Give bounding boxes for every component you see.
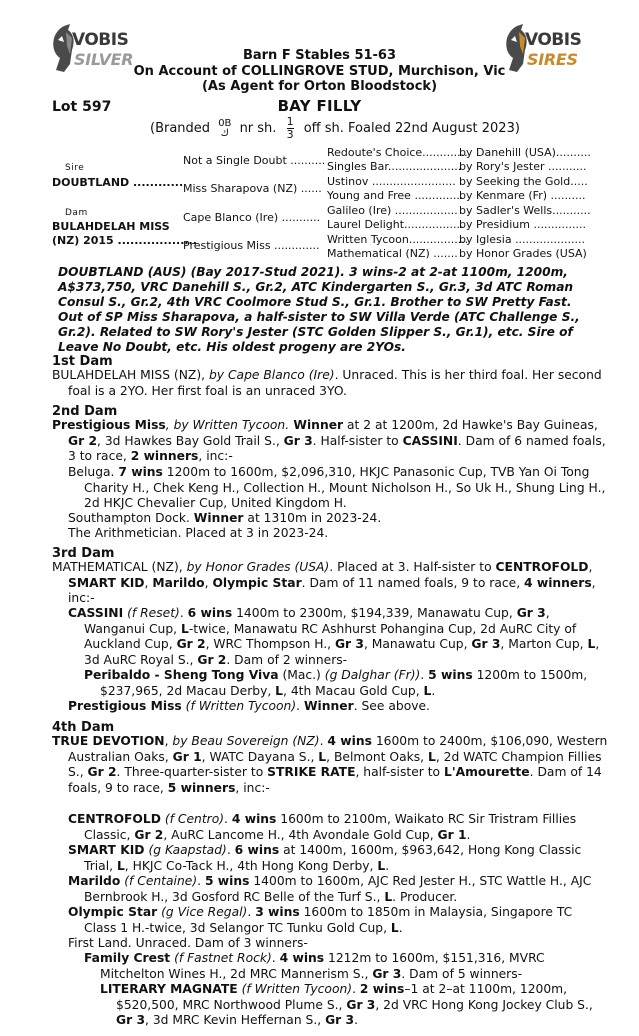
t: . Placed at 3. Half-sister to: [329, 560, 496, 574]
t: , 2d WATC Champion Fillies S.,: [68, 749, 602, 779]
pedigree-gg-8: Mathematical (NZ) .......: [327, 247, 458, 260]
beluga-entry: [68, 465, 608, 512]
t: .: [319, 734, 328, 748]
pedigree-gg-4: Young and Free ..............: [327, 189, 464, 202]
t: 1200m to 1500m, $237,965, 2d Macau Derby,: [100, 668, 588, 698]
t: at 2 at 1200m, 2d Hawke's Bay Guineas,: [343, 418, 598, 432]
t: . Unraced. This is her third foal. Her second foal is a 2YO. Her first foal is an unraced 3YO.: [68, 368, 602, 398]
t: . Producer.: [392, 889, 458, 904]
t: ,: [144, 575, 153, 590]
t: Gr 2: [87, 765, 117, 779]
t: Gr 1: [437, 827, 467, 842]
t: 2 winners: [130, 449, 199, 463]
t: 1600m to 1850m in Malaysia, Singapore TC Class 1 H.-twice, 3d Selangor TC Tunku Gold Cup,: [84, 905, 573, 935]
t: Gr 2: [68, 433, 97, 448]
brand-mark: [218, 119, 231, 139]
t: Gr 2: [197, 652, 227, 667]
t: by Cape Blanco (Ire): [208, 368, 335, 382]
t: 4 wins: [327, 734, 372, 748]
t: .: [197, 874, 205, 888]
t: . Dam of 2 winners-: [226, 652, 348, 667]
t: 4 wins: [279, 951, 325, 965]
t: , Manawatu Cup,: [363, 637, 472, 651]
t: , inc:-: [68, 575, 596, 605]
t: L: [180, 621, 189, 636]
brand-top: 0B: [218, 117, 232, 129]
t: -twice, Manawatu RC Ashhurst Pohangina Cup, 2d AuRC City of Auckland Cup,: [84, 621, 577, 651]
t: L: [390, 920, 399, 935]
t: , 3d Hawkes Bay Gold Trail S.,: [97, 433, 284, 448]
t: Gr 3: [346, 997, 376, 1012]
logo-word-silver: SILVER: [74, 50, 134, 69]
sire-summary: DOUBTLAND (AUS) (Bay 2017-Stud 2021). 3 wins-2 at 2-at 1100m, 1200m, A$373,750, VRC Danehill S., Gr.2, ATC Kindergarten S., Gr.3, 3d ATC Roman Consul S., Gr.2, 4th VRC Coolmore Stud S., Gr.1. Brother to SW Pretty Fast. Out of SP Miss Sharapova, a half-sister to SW Villa Verde (ATC Challenge S., Gr.2). Related to SW Rory's Jester (STC Golden Slipper S., Gr.1), etc. Sire of Leave No Doubt, etc. His oldest progeny are 2YOs.: [58, 265, 580, 354]
centrofold-entry: [68, 812, 608, 843]
t: (Mac.): [278, 668, 325, 682]
t: , half-sister to: [355, 765, 444, 779]
t: Gr 3: [516, 606, 546, 620]
third-dam-text: [52, 560, 608, 607]
t: ,: [588, 560, 593, 574]
arithmetician-entry: The Arithmetician. Placed at 3 in 2023-24.: [68, 526, 329, 540]
t: BULAHDELAH MISS (NZ),: [52, 368, 209, 382]
t: L: [384, 889, 393, 904]
t: , AuRC Lancome H., 4th Avondale Gold Cup,: [163, 827, 438, 842]
peribaldo-entry: [84, 668, 608, 699]
t: 1200m to 1600m, $2,096,310, HKJC Panasonic Cup, TVB Yan Oi Tong Charity H., Chek Keng H., Collection H., Mount Nicholson H., So Uk H., Shung Ling H., 2d HKJC Chevalier Cup, United Kingdom H.: [84, 465, 606, 510]
olympic-star-entry: [68, 905, 608, 936]
frac-bottom: 3: [286, 128, 294, 141]
t: .: [420, 668, 429, 682]
t: (f Written Tycoon): [241, 982, 353, 996]
t: Gr 2: [134, 827, 164, 842]
t: Olympic Star: [68, 905, 158, 919]
t: L: [427, 749, 436, 764]
t: ,: [204, 575, 213, 590]
southampton-entry: [68, 511, 608, 527]
cassini-entry: [68, 606, 608, 668]
stable-location: Barn F Stables 51-63: [242, 48, 397, 63]
t: Gr 3: [471, 637, 501, 651]
pedigree-gg-5: Galileo (Ire) ..................: [327, 204, 458, 217]
pedigree-gg-7: Written Tycoon.................: [327, 233, 469, 246]
dam-dam: Prestigious Miss .............: [183, 239, 320, 252]
t: L: [423, 683, 432, 698]
t: . Dam of 11 named foals, 9 to race,: [301, 575, 525, 590]
branded-label: (Branded: [150, 121, 211, 136]
t: , 3d AuRC Royal S.,: [84, 637, 600, 667]
sire-dam: Miss Sharapova (NZ) ......: [183, 182, 322, 195]
t: SMART KID: [68, 575, 145, 590]
t: TRUE DEVOTION: [52, 734, 165, 748]
smart-kid-entry: [68, 843, 608, 874]
pedigree-ggg-1: by Danehill (USA)..........: [459, 146, 591, 159]
pedigree-ggg-4: by Kenmare (Fr) ..........: [459, 189, 586, 202]
logo-word-sires: SIRES: [527, 50, 578, 69]
t: Olympic Star: [212, 575, 302, 590]
t: .: [352, 982, 360, 996]
t: 5 winners: [167, 780, 236, 795]
t: Prestigious Miss: [52, 418, 166, 432]
pedigree-ggg-5: by Sadler's Wells...........: [459, 204, 591, 217]
foaled-text: off sh. Foaled 22nd August 2023): [303, 121, 520, 136]
frac-top: 1: [286, 115, 294, 128]
pedigree-gg-1: Redoute's Choice.............: [327, 146, 468, 159]
t: , Wanganui Cup,: [84, 606, 550, 636]
t: Gr 3: [372, 966, 402, 981]
t: at 1400m, 1600m, $963,642, Hong Kong Classic Trial,: [84, 843, 582, 873]
t: Gr 3: [283, 433, 313, 448]
marildo-entry: [68, 874, 608, 905]
t: Gr 3: [325, 1013, 355, 1027]
t: 6 wins: [187, 606, 233, 620]
sire-sire: Not a Single Doubt ..........: [183, 154, 326, 167]
t: 5 wins: [428, 668, 473, 682]
t: , WRC Thompson H.,: [205, 637, 335, 651]
t: , 3d MRC Kevin Heffernan S.,: [145, 1013, 326, 1027]
pedigree-ggg-7: by Iglesia ....................: [459, 233, 585, 246]
t: L: [318, 749, 327, 764]
t: (f Centro): [164, 812, 225, 826]
pedigree-ggg-8: by Honor Grades (USA): [459, 247, 587, 260]
t: (g Vice Regal): [161, 905, 248, 919]
t: (g Dalghar (Fr)): [324, 668, 421, 682]
pedigree-ggg-3: by Seeking the Gold.....: [459, 175, 588, 188]
prestigious-miss-entry: [68, 699, 608, 715]
t: (f Centaine): [124, 874, 198, 888]
t: by Beau Sovereign (NZ): [172, 734, 320, 748]
t: Southampton Dock.: [68, 511, 194, 525]
t: Marildo: [152, 575, 205, 590]
t: L'Amourette: [443, 765, 530, 779]
vendor-name: On Account of COLLINGROVE STUD, Murchison, Vic: [133, 63, 506, 79]
t: Marildo: [68, 874, 121, 888]
near-shoulder-label: nr sh.: [239, 121, 277, 136]
pedigree-gg-2: Singles Bar.....................: [327, 160, 462, 173]
first-land-entry: First Land. Unraced. Dam of 3 winners-: [68, 936, 308, 950]
second-dam-heading: 2nd Dam: [52, 404, 118, 419]
t: .: [179, 606, 188, 620]
t: SMART KID: [68, 843, 145, 857]
t: , inc:-: [235, 780, 270, 795]
t: Prestigious Miss: [68, 699, 182, 713]
t: . Dam of 6 named foals, 3 to race,: [68, 433, 606, 463]
t: 4 wins: [231, 812, 277, 826]
t: , Marton Cup,: [500, 637, 588, 651]
t: .: [431, 683, 436, 698]
second-dam-text: [52, 418, 608, 465]
t: , by Written Tycoon.: [165, 418, 290, 432]
t: , HKJC Co-Tack H., 4th Hong Kong Derby,: [124, 858, 378, 873]
t: 3 wins: [255, 905, 300, 919]
t: .: [398, 920, 403, 935]
fourth-dam-text: [52, 734, 608, 796]
t: 1600m to 2400m, $106,090, Western Australian Oaks,: [68, 734, 608, 764]
t: Family Crest: [84, 951, 171, 965]
pedigree-gg-6: Laurel Delight.................: [327, 218, 464, 231]
family-crest-entry: [84, 951, 608, 982]
t: CASSINI: [402, 433, 458, 448]
t: 1212m to 1600m, $151,316, MVRC Mitchelton Wines H., 2d MRC Mannerism S.,: [100, 951, 545, 981]
t: 7 wins: [118, 465, 163, 479]
t: ,: [164, 734, 173, 748]
dam-label: Dam: [65, 208, 88, 218]
t: L: [275, 683, 284, 698]
sire-name: DOUBTLAND ............: [52, 176, 184, 189]
t: Gr 3: [334, 637, 364, 651]
t: Gr 2: [176, 637, 206, 651]
t: , 4th Macau Gold Cup,: [283, 683, 424, 698]
t: (f Fastnet Rock): [174, 951, 272, 965]
vendor-block: [0, 48, 639, 95]
t: LITERARY MAGNATE: [100, 982, 238, 996]
third-dam-heading: 3rd Dam: [52, 546, 115, 561]
t: 6 wins: [234, 843, 280, 857]
t: .: [354, 1013, 358, 1027]
t: Beluga.: [68, 465, 119, 479]
t: Gr 3: [116, 1013, 145, 1027]
logo-word-vobis: VOBIS: [525, 30, 582, 50]
t: . See above.: [353, 699, 430, 713]
dam-sire: Cape Blanco (Ire) ...........: [183, 211, 321, 224]
t: CASSINI: [68, 606, 124, 620]
t: . Three-quarter-sister to: [116, 765, 268, 779]
first-dam-text: [52, 368, 608, 399]
t: at 1310m in 2023-24.: [243, 511, 382, 525]
t: L: [587, 637, 596, 651]
logo-word-vobis: VOBIS: [72, 30, 129, 50]
t: 4 winners: [524, 575, 592, 590]
pedigree-ggg-2: by Rory's Jester ...........: [459, 160, 587, 173]
t: Winner: [289, 418, 344, 432]
t: .: [226, 843, 235, 857]
t: L: [116, 858, 125, 873]
dam-name: BULAHDELAH MISS: [52, 220, 170, 233]
t: 1400m to 1600m, AJC Red Jester H., STC Wattle H., AJC Bernbrook H., 3d Gosford RC Belle of the Turf S.,: [84, 874, 592, 904]
pedigree-ggg-6: by Presidium ...............: [459, 218, 586, 231]
pedigree-gg-3: Ustinov ........................: [327, 175, 456, 188]
t: .: [247, 905, 256, 919]
t: . Dam of 14 foals, 9 to race,: [68, 765, 602, 795]
t: .: [224, 812, 232, 826]
t: , inc:-: [198, 449, 233, 463]
t: 1400m to 2300m, $194,339, Manawatu Cup,: [232, 606, 517, 620]
dam-year-bold: (NZ) 2015 ...................: [52, 234, 197, 247]
t: –1 at 2–at 1100m, 1200m, $520,500, MRC Northwood Plume S.,: [116, 982, 568, 1012]
t: CENTROFOLD: [68, 812, 161, 826]
lot-number: Lot 597: [52, 99, 112, 115]
fourth-dam-heading: 4th Dam: [52, 720, 115, 735]
t: Winner: [193, 511, 244, 525]
t: 1600m to 2100m, Waikato RC Sir Tristram Fillies Classic,: [84, 812, 577, 842]
t: Winner: [303, 699, 354, 713]
horse-name: BAY FILLY: [277, 97, 362, 115]
t: , WATC Dayana S.,: [201, 749, 319, 764]
t: 2 wins: [359, 982, 405, 996]
t: .: [296, 699, 304, 713]
t: Peribaldo - Sheng Tong Viva: [84, 668, 279, 682]
t: (g Kaapstad): [148, 843, 227, 857]
t: 5 wins: [204, 874, 250, 888]
t: L: [377, 858, 386, 873]
vendor-agent: (As Agent for Orton Bloodstock): [201, 79, 438, 94]
sire-label: Sire: [65, 163, 85, 173]
t: .: [385, 858, 390, 873]
t: STRIKE RATE: [267, 765, 356, 779]
t: Gr 1: [172, 749, 202, 764]
t: . Dam of 5 winners-: [401, 966, 523, 981]
brand-fraction: [287, 116, 294, 141]
dam-year: [52, 234, 197, 247]
t: . Half-sister to: [312, 433, 403, 448]
literary-magnate-entry: [100, 982, 608, 1029]
t: .: [271, 951, 280, 965]
brand-bottom: ك: [220, 127, 229, 139]
t: .: [466, 827, 471, 842]
t: (f Written Tycoon): [185, 699, 297, 713]
t: MATHEMATICAL (NZ),: [52, 560, 187, 574]
t: (f Reset): [127, 606, 180, 620]
brand-line: [150, 116, 520, 141]
t: CENTROFOLD: [495, 560, 589, 574]
first-dam-heading: 1st Dam: [52, 354, 113, 369]
t: , 2d VRC Hong Kong Jockey Club S.,: [375, 997, 593, 1012]
t: by Honor Grades (USA): [186, 560, 330, 574]
t: , Belmont Oaks,: [326, 749, 428, 764]
